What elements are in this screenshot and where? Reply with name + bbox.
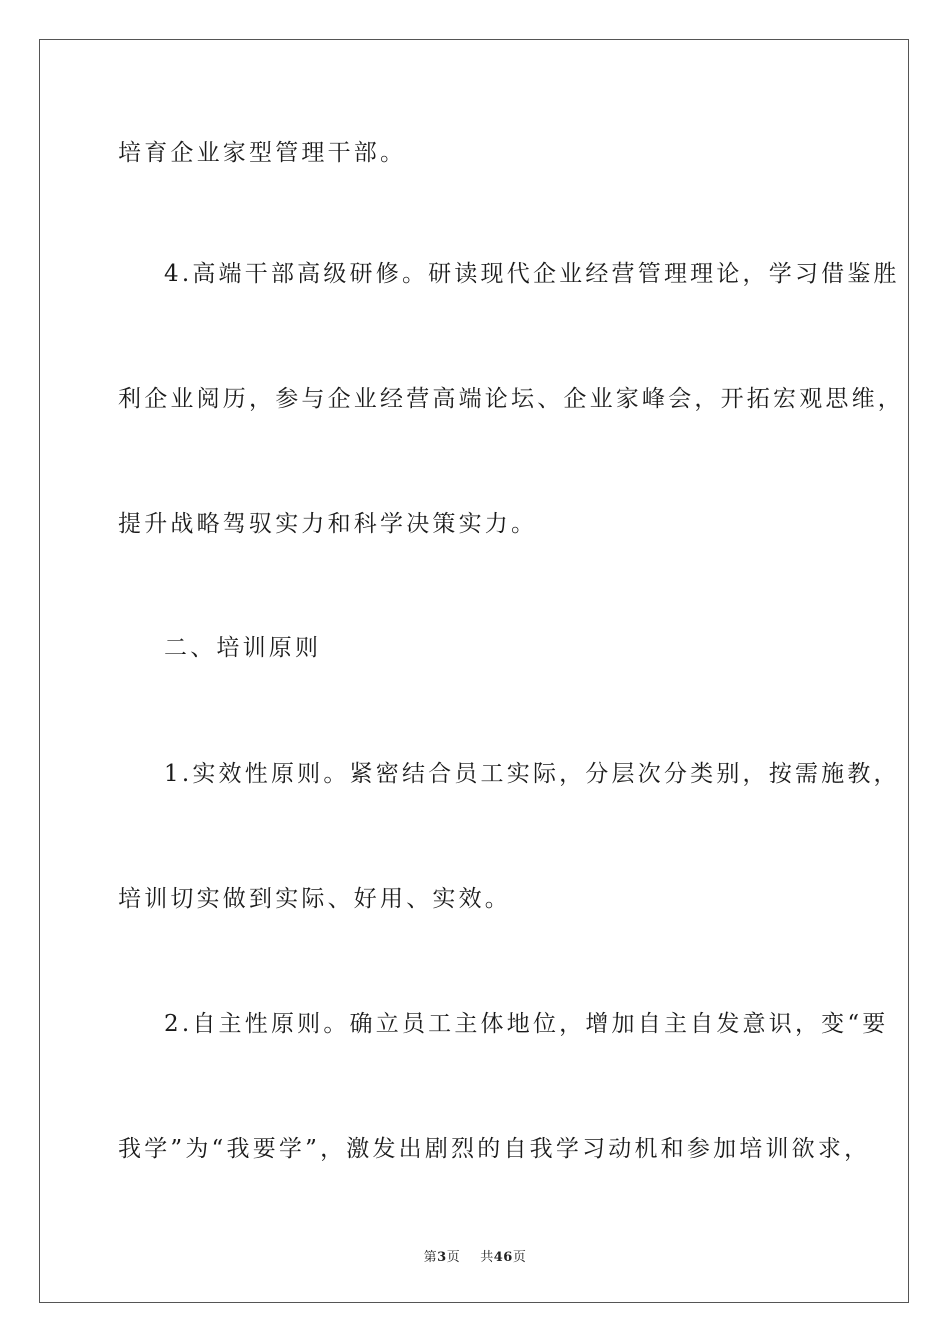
paragraph-line: 利企业阅历，参与企业经营高端论坛、企业家峰会，开拓宏观思维，: [118, 386, 904, 412]
paragraph-line: 提升战略驾驭实力和科学决策实力。: [118, 511, 538, 537]
paragraph-line: 1.实效性原则。紧密结合员工实际，分层次分类别，按需施教，: [164, 761, 900, 787]
footer-page-prefix: 第: [423, 1250, 438, 1265]
paragraph-line: 培育企业家型管理干部。: [118, 140, 407, 166]
paragraph-line: 我学”为“我要学”，激发出剧烈的自我学习动机和参加培训欲求，: [118, 1136, 871, 1162]
paragraph-line: 4.高端干部高级研修。研读现代企业经营管理理论，学习借鉴胜: [164, 261, 900, 287]
footer-page-number: 3: [437, 1250, 447, 1265]
page-border: [39, 39, 909, 1303]
paragraph-line: 2.自主性原则。确立员工主体地位，增加自主自发意识，变“要: [164, 1011, 889, 1037]
page-footer: [0, 1246, 950, 1265]
footer-page-suffix: 页: [446, 1250, 461, 1265]
footer-total-prefix: 共: [480, 1250, 494, 1265]
footer-total-suffix: 页: [512, 1250, 527, 1265]
section-heading: 二、培训原则: [164, 635, 322, 661]
footer-total-pages: 46: [493, 1250, 513, 1265]
paragraph-line: 培训切实做到实际、好用、实效。: [118, 886, 511, 912]
